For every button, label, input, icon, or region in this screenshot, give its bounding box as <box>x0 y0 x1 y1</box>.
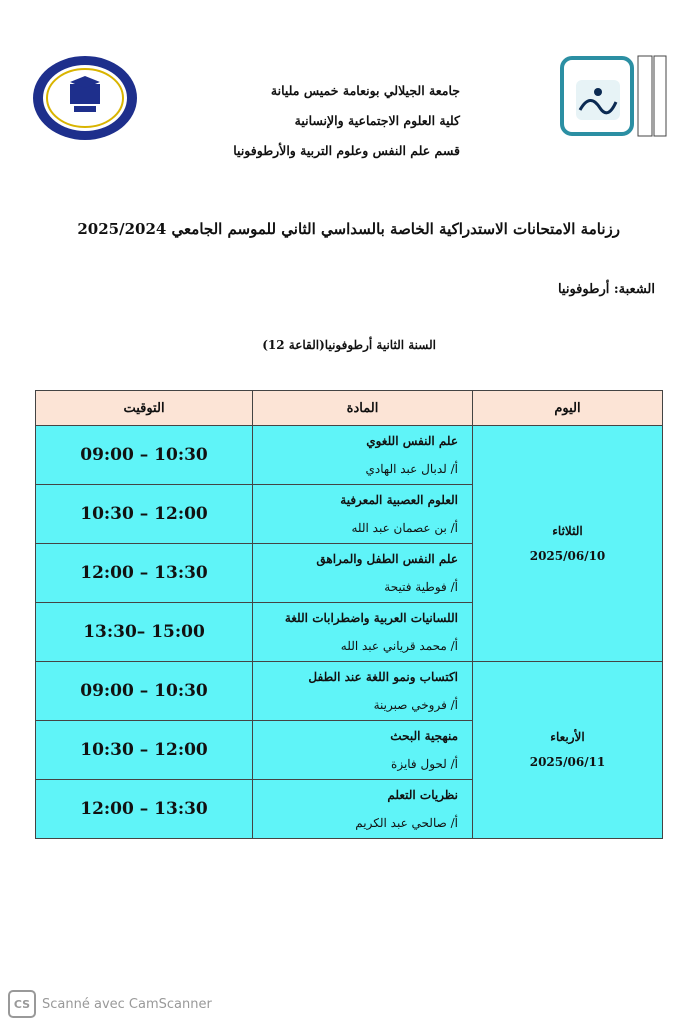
subject-cell <box>253 721 473 780</box>
university-logo <box>558 50 670 142</box>
day-name: الثلاثاء <box>552 523 583 538</box>
subject-cell <box>253 485 473 544</box>
subject-cell <box>253 426 473 485</box>
time-cell: 13:30 – 12:00 <box>36 780 253 839</box>
subject-cell <box>253 662 473 721</box>
professor-name: أ/ محمد قرياني عبد الله <box>340 639 458 653</box>
time-cell: 12:00 – 10:30 <box>36 485 253 544</box>
day-name: الأربعاء <box>550 730 585 744</box>
university-name: جامعة الجيلالي بونعامة خميس مليانة <box>270 83 460 98</box>
time-cell: 15:00 –13:30 <box>36 603 253 662</box>
professor-name: أ/ فروخي صبرينة <box>373 698 458 712</box>
subject-cell <box>253 603 473 662</box>
table-header-row <box>36 391 663 426</box>
department-name: قسم علم النفس وعلوم التربية والأرطوفونيا <box>233 143 460 158</box>
faculty-seal-logo <box>30 54 140 142</box>
day-cell <box>473 662 663 839</box>
camscanner-text: Scanné avec CamScanner <box>42 996 212 1012</box>
professor-name: أ/ لحول فايزة <box>391 757 458 771</box>
day-date: 2025/06/11 <box>529 755 606 769</box>
faculty-name: كلية العلوم الاجتماعية والإنسانية <box>294 113 460 128</box>
table-row <box>36 662 663 721</box>
header-subject: المادة <box>253 391 473 426</box>
subject-cell <box>253 780 473 839</box>
day-cell <box>473 426 663 662</box>
subject-name: علم النفس الطفل والمراهق <box>316 552 458 566</box>
header-day: اليوم <box>473 391 663 426</box>
day-date: 2025/06/10 <box>529 548 606 563</box>
subject-name: اللسانيات العربية واضطرابات اللغة <box>284 611 458 625</box>
time-cell: 10:30 – 09:00 <box>36 426 253 485</box>
professor-name: أ/ لدبال عبد الهادي <box>365 462 458 476</box>
exam-schedule-table <box>35 390 663 839</box>
table-row <box>36 426 663 485</box>
subject-name: منهجية البحث <box>390 729 458 743</box>
document-title: رزنامة الامتحانات الاستدراكية الخاصة بالسداسي الثاني للموسم الجامعي 2025/2024 <box>77 220 620 238</box>
year-room-label: السنة الثانية أرطوفونيا(القاعة 12) <box>262 338 436 352</box>
professor-name: أ/ بن عصمان عبد الله <box>351 521 458 535</box>
subject-name: علم النفس اللغوي <box>366 434 458 448</box>
subject-cell <box>253 544 473 603</box>
camscanner-watermark <box>8 990 212 1018</box>
time-cell: 10:30 – 09:00 <box>36 662 253 721</box>
professor-name: أ/ فوطية فتيحة <box>384 580 458 594</box>
camscanner-icon: CS <box>8 990 36 1018</box>
branch-label: الشعبة: أرطوفونيا <box>557 282 655 297</box>
subject-name: نظريات التعلم <box>387 788 458 802</box>
professor-name: أ/ صالحي عبد الكريم <box>355 816 458 830</box>
header-time: التوقيت <box>36 391 253 426</box>
subject-name: اكتساب ونمو اللغة عند الطفل <box>308 670 458 684</box>
time-cell: 13:30 – 12:00 <box>36 544 253 603</box>
time-cell: 12:00 – 10:30 <box>36 721 253 780</box>
subject-name: العلوم العصبية المعرفية <box>340 493 458 507</box>
institution-header <box>170 76 460 166</box>
